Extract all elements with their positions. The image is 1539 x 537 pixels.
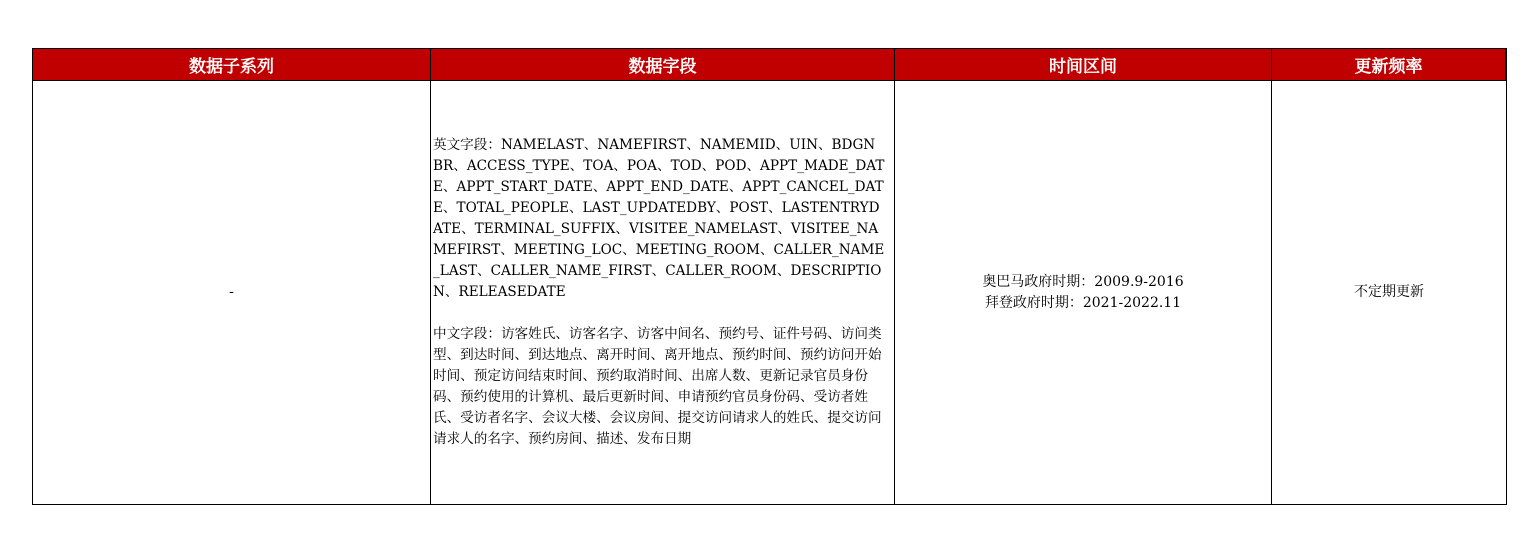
period-obama: 奥巴马政府时期：2009.9-2016	[982, 273, 1184, 290]
fields-text	[433, 135, 885, 450]
cell-period	[895, 81, 1272, 504]
cell-subseries: -	[33, 81, 431, 504]
fields-english: 英文字段：NAMELAST、NAMEFIRST、NAMEMID、UIN、BDGNBR、ACCESS_TYPE、TOA、POA、TOD、POD、APPT_MADE_DATE、APPT_START_DATE、APPT_END_DATE、APPT_CANCEL_DATE、TOTAL_PEOPLE、LAST_UPDATEDBY、POST、LASTENTRYDATE、TERMINAL_SUFFIX、VISITEE_NAMELAST、VISITEE_NAMEFIRST、MEETING_LOC、MEETING_ROOM、CALLER_NAME_LAST、CALLER_NAME_FIRST、CALLER_ROOM、DESCRIPTION、RELEASEDATE	[433, 137, 885, 300]
cell-frequency: 不定期更新	[1354, 284, 1424, 300]
paragraph-gap	[433, 303, 885, 324]
data-table	[32, 48, 1507, 505]
header-period: 时间区间	[895, 49, 1272, 81]
header-frequency: 更新频率	[1272, 49, 1506, 81]
cell-fields	[431, 81, 895, 504]
fields-chinese: 中文字段：访客姓氏、访客名字、访客中间名、预约号、证件号码、访问类型、到达时间、到达地点、离开时间、离开地点、预约时间、预约访问开始时间、预定访问结束时间、预约取消时间、出席人数、更新记录官员身份码、预约使用的计算机、最后更新时间、申请预约官员身份码、受访者姓氏、受访者名字、会议大楼、会议房间、提交访问请求人的姓氏、提交访问请求人的名字、预约房间、描述、发布日期	[433, 326, 882, 447]
period-biden: 拜登政府时期：2021-2022.11	[984, 294, 1182, 311]
period-text	[982, 272, 1183, 314]
header-subseries: 数据子系列	[33, 49, 431, 81]
header-fields: 数据字段	[431, 49, 895, 81]
